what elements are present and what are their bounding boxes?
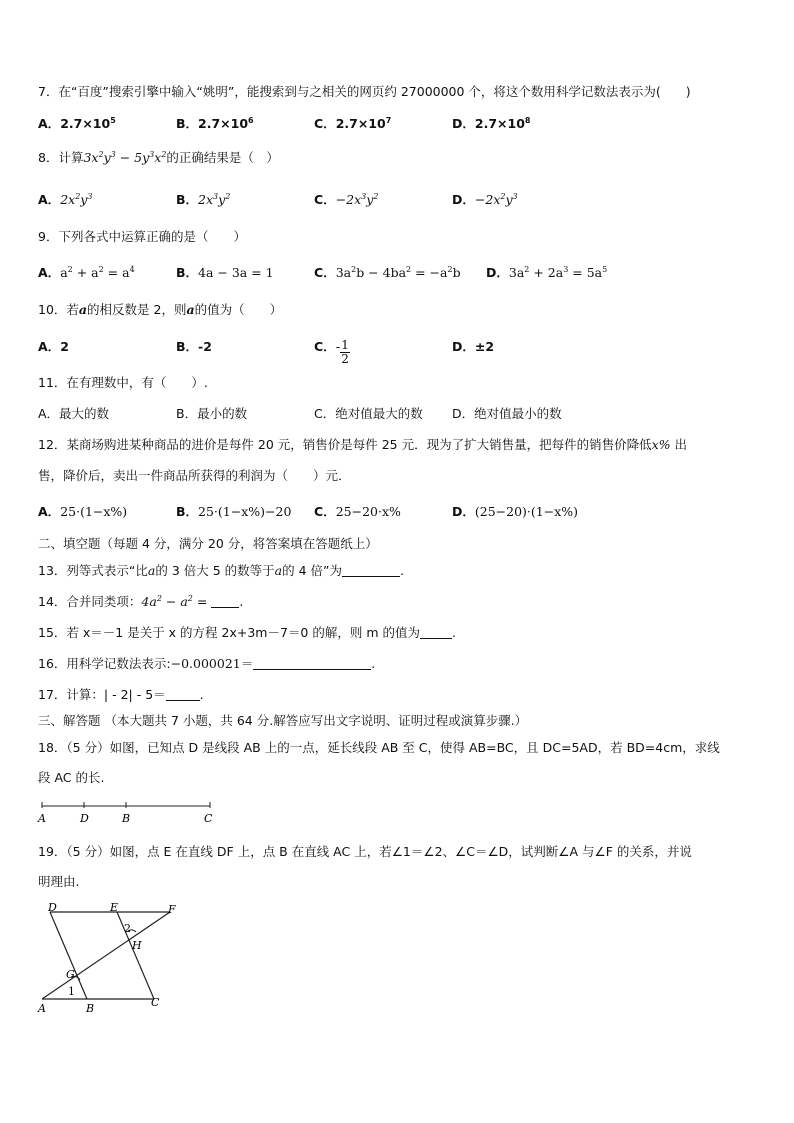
question-12-line-1: 12．某商场购进某种商品的进价是每件 20 元，销售价是每件 25 元．现为了扩大销售量，把每件的销售价降低x% 出 (38, 437, 688, 452)
q9-option-a: A．$a^2 + a^2 = a^4$ (38, 265, 135, 280)
segment-diagram (34, 798, 224, 828)
fraction-one-half: $\frac{1}{2}$ (341, 338, 349, 366)
question-17: 17．计算：| - 2| - 5＝ . (38, 687, 204, 702)
answer-blank-16 (253, 657, 371, 670)
question-13: 13．列等式表示“比a的 3 倍大 5 的数等于a的 4 倍”为 . (38, 563, 404, 578)
question-8-stem: 8．计算$3x^2y^3 - 5y^3x^2$的正确结果是（ ） (38, 150, 279, 165)
answer-blank-15 (420, 626, 452, 639)
answer-blank-13 (342, 564, 400, 577)
q9-option-d: D．$3a^2 + 2a^3 = 5a^5$ (486, 265, 608, 280)
q8-expression: $3x^2y^3 - 5y^3x^2$ (83, 150, 167, 165)
q7-option-b: B．$2.7\times 10^6$ (176, 116, 254, 131)
q10-option-a: A．2 (38, 339, 69, 354)
q11-option-a: A．最大的数 (38, 406, 110, 421)
q12-option-a: A．25·(1−x%) (38, 504, 128, 519)
question-15: 15．若 x＝－1 是关于 x 的方程 2x+3m－7＝0 的解，则 m 的值为 . (38, 625, 456, 640)
q9-option-b: B．4a − 3a = 1 (176, 265, 274, 280)
q8-option-a: A．$2x^2y^3$ (38, 192, 93, 207)
question-12-line-2: 售，降价后，卖出一件商品所获得的利润为（ ）元． (38, 468, 351, 483)
question-18-line-1: 18．（5 分）如图，已知点 D 是线段 AB 上的一点，延长线段 AB 至 C，使得 AB=BC，且 DC=5AD，若 BD=4cm，求线 (38, 740, 720, 755)
angle-1-label: 1 (68, 985, 75, 998)
angle-2-label: 2 (124, 922, 131, 935)
question-7-stem: 7．在“百度”搜索引擎中输入“姚明”，能搜索到与之相关的网页约 27000000 个，将这个数用科学记数法表示为( ) (38, 84, 691, 99)
q12-option-c: C．25−20·x% (314, 504, 401, 519)
q8-option-c: C．$-2x^3y^2$ (314, 192, 379, 207)
question-11-stem: 11．在有理数中，有（ ）. (38, 375, 208, 390)
q11-option-c: C．绝对值最大的数 (314, 406, 423, 421)
q12-option-d: D．(25−20)·(1−x%) (452, 504, 579, 519)
question-16: 16．用科学记数法表示:−0.000021＝ . (38, 656, 376, 671)
q7-option-a: A．$2.7\times 10^5$ (38, 116, 116, 131)
label-c: C (151, 996, 160, 1009)
question-19-line-2: 明理由. (38, 874, 80, 889)
point-label-d: D (80, 812, 89, 825)
label-d: D (48, 901, 57, 914)
label-g: G (66, 968, 75, 981)
question-10-stem: 10．若a的相反数是 2，则a的值为（ ） (38, 302, 283, 317)
label-b: B (86, 1002, 95, 1015)
section-2-heading: 二、填空题（每题 4 分，满分 20 分，将答案填在答题纸上） (38, 536, 378, 551)
label-h: H (132, 939, 142, 952)
question-18-line-2: 段 AC 的长. (38, 770, 105, 785)
q8-option-d: D．$-2x^2y^3$ (452, 192, 518, 207)
answer-blank-17 (166, 688, 200, 701)
point-label-b: B (122, 812, 131, 825)
q11-option-b: B．最小的数 (176, 406, 248, 421)
q7-option-d: D．$2.7\times 10^8$ (452, 116, 531, 131)
q11-option-d: D．绝对值最小的数 (452, 406, 562, 421)
q10-option-c: C．- $\frac{1}{2}$ (314, 338, 349, 366)
q14-expression: $4a^2 - a^2$ = (141, 594, 208, 609)
point-label-a: A (38, 812, 46, 825)
question-19-line-1: 19．（5 分）如图，点 E 在直线 DF 上，点 B 在直线 AC 上，若∠1＝∠2、∠C＝∠D，试判断∠A 与∠F 的关系，并说 (38, 844, 692, 859)
q8-option-b: B．$2x^3y^2$ (176, 192, 231, 207)
answer-blank-14 (211, 595, 239, 608)
q10-option-b: B．-2 (176, 339, 212, 354)
q9-option-c: C．$3a^2b - 4ba^2 = -a^2b$ (314, 265, 461, 280)
q7-option-c: C．$2.7\times 10^7$ (314, 116, 392, 131)
question-9-stem: 9．下列各式中运算正确的是（ ） (38, 229, 246, 244)
label-f: F (168, 903, 176, 916)
label-e: E (110, 901, 119, 914)
section-3-heading: 三、解答题 （本大题共 7 小题，共 64 分.解答应写出文字说明、证明过程或演算步骤.） (38, 713, 528, 728)
point-label-c: C (204, 812, 213, 825)
parallel-lines-diagram (34, 898, 184, 1018)
question-14: 14．合并同类项：$4a^2 - a^2$ = . (38, 594, 244, 609)
q12-option-b: B．25·(1−x%)−20 (176, 504, 292, 519)
label-a: A (38, 1002, 46, 1015)
q10-option-d: D．±2 (452, 339, 495, 354)
